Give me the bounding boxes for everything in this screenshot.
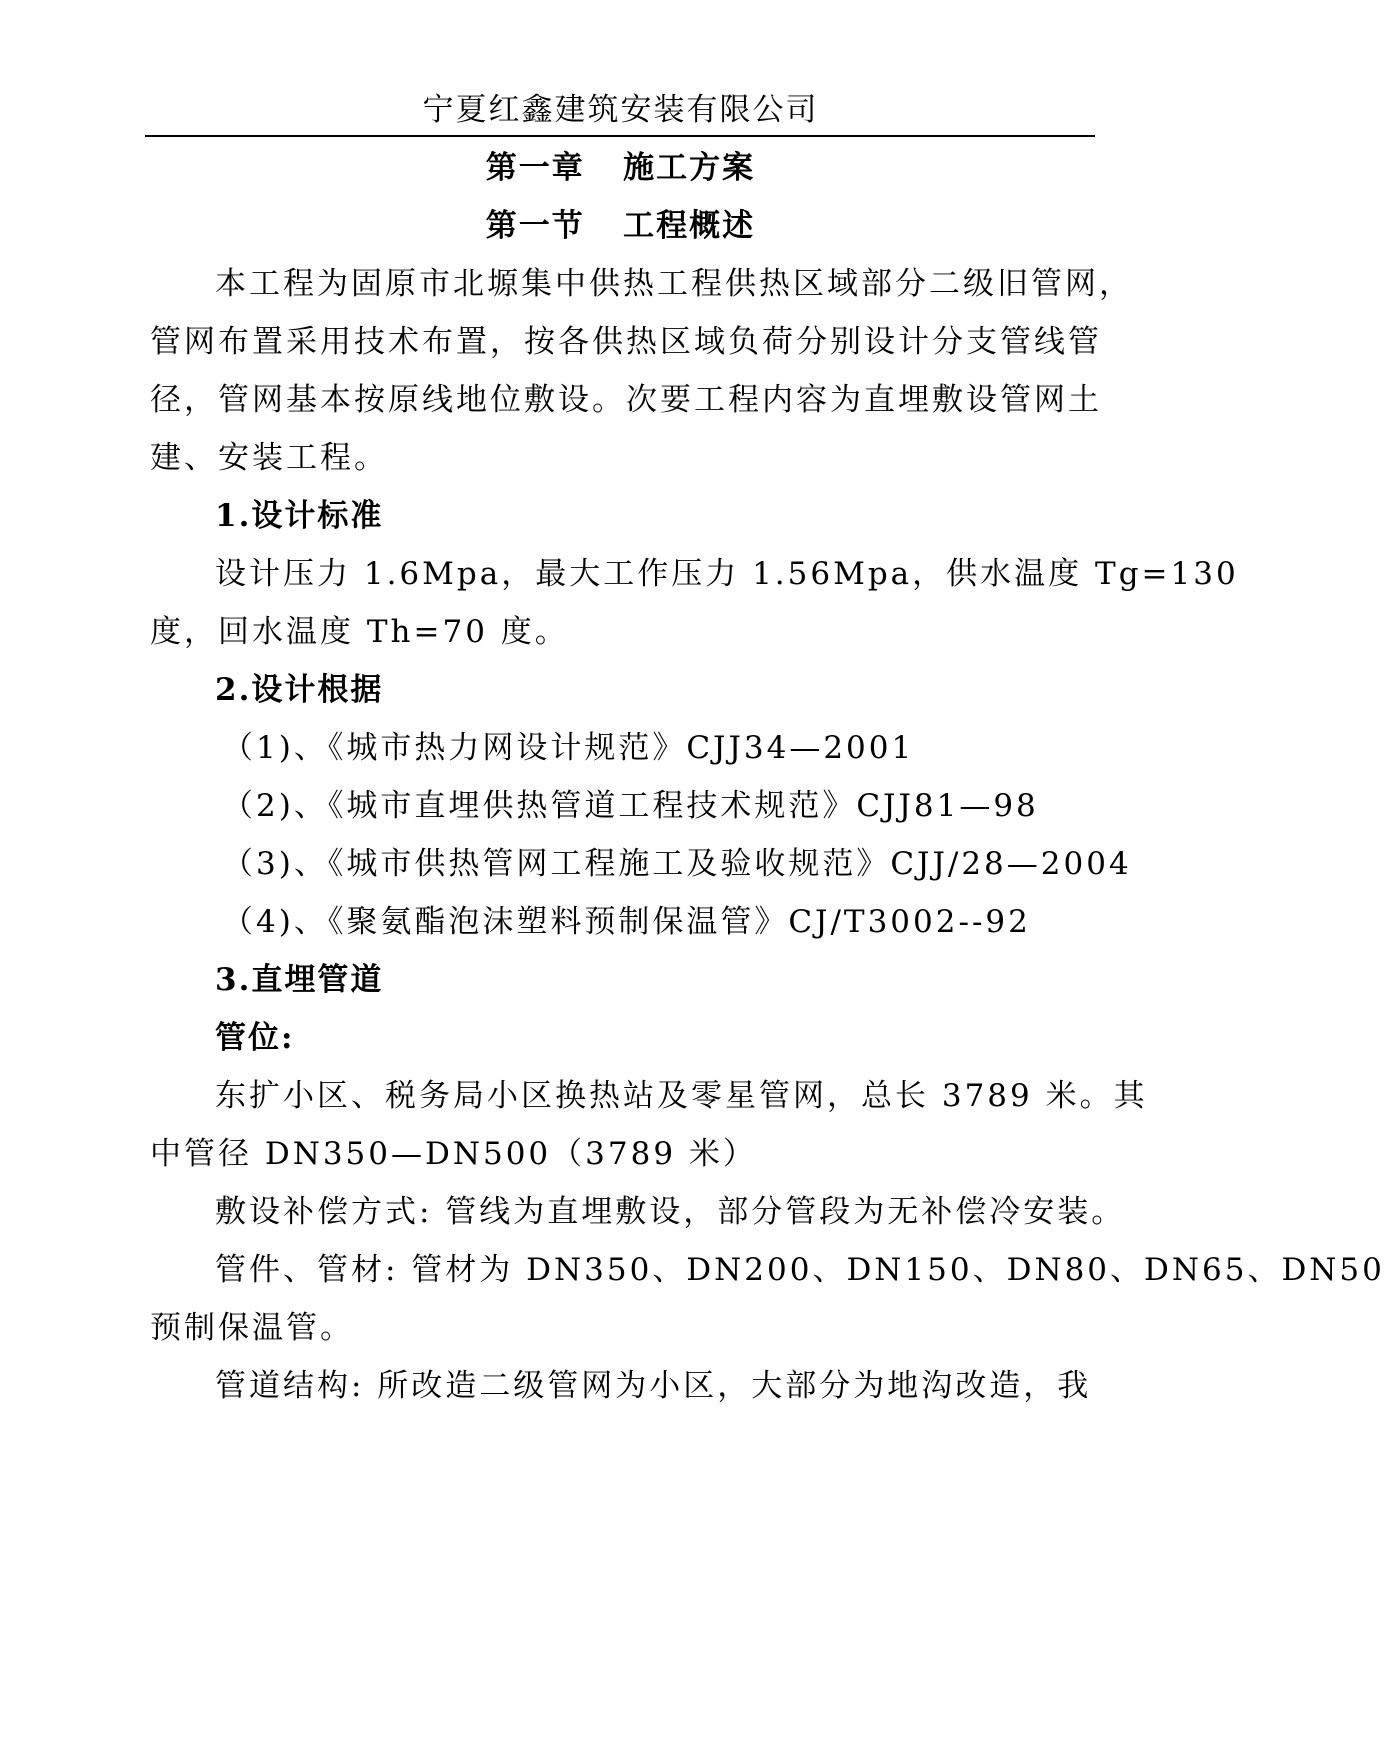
design-basis-item: （2)、《城市直埋供热管道工程技术规范》CJJ81—98 — [222, 788, 1039, 824]
design-standard-line: 度，回水温度 Th=70 度。 — [150, 614, 569, 650]
fittings-line: 管件、管材: 管材为 DN350、DN200、DN150、DN80、DN65、DN50 — [215, 1252, 1385, 1288]
overview-line: 建、安装工程。 — [150, 440, 388, 476]
pipe-position-line: 东扩小区、税务局小区换热站及零星管网，总长 3789 米。其 — [215, 1078, 1148, 1114]
design-basis-heading: 2.设计根据 — [215, 672, 384, 708]
buried-pipe-heading: 3.直埋管道 — [215, 962, 384, 998]
pipe-structure-line: 管道结构: 所改造二级管网为小区，大部分为地沟改造，我 — [215, 1368, 1092, 1404]
pipe-position-label: 管位: — [215, 1020, 295, 1056]
company-header: 宁夏红鑫建筑安装有限公司 — [422, 92, 819, 128]
laying-method-line: 敷设补偿方式: 管线为直埋敷设，部分管段为无补偿冷安装。 — [215, 1194, 1126, 1230]
design-basis-item: （3)、《城市供热管网工程施工及验收规范》CJJ/28—2004 — [222, 846, 1132, 882]
fittings-line: 预制保温管。 — [150, 1310, 354, 1346]
section-title: 第一节 工程概述 — [485, 208, 756, 244]
design-basis-item: （4)、《聚氨酯泡沫塑料预制保温管》CJ/T3002--92 — [222, 904, 1031, 940]
overview-line: 管网布置采用技术布置，按各供热区域负荷分别设计分支管线管 — [150, 324, 1102, 360]
pipe-position-line: 中管径 DN350—DN500（3789 米） — [150, 1136, 757, 1172]
design-standard-heading: 1.设计标准 — [215, 498, 384, 534]
design-basis-item: （1)、《城市热力网设计规范》CJJ34—2001 — [222, 730, 915, 766]
design-standard-line: 设计压力 1.6Mpa，最大工作压力 1.56Mpa，供水温度 Tg=130 — [215, 556, 1239, 592]
overview-line: 本工程为固原市北塬集中供热工程供热区域部分二级旧管网， — [215, 266, 1133, 302]
header-divider — [145, 135, 1095, 137]
chapter-title: 第一章 施工方案 — [485, 150, 756, 186]
overview-line: 径，管网基本按原线地位敷设。次要工程内容为直埋敷设管网土 — [150, 382, 1102, 418]
